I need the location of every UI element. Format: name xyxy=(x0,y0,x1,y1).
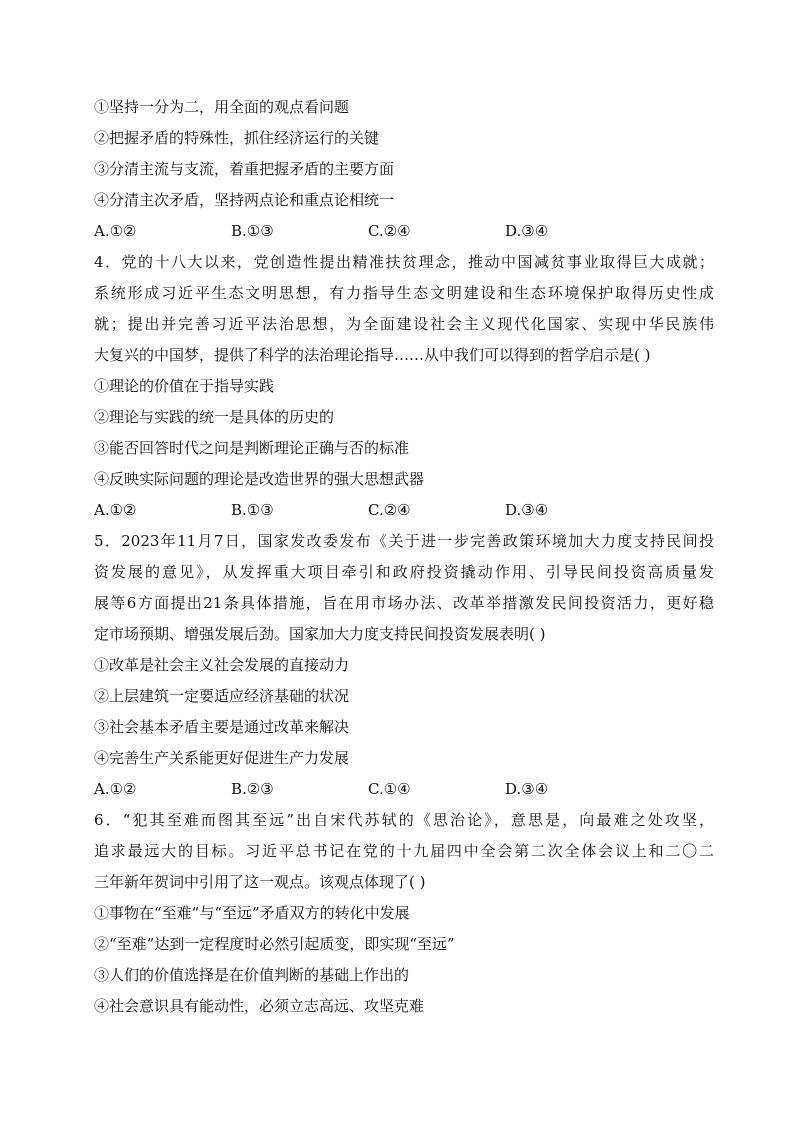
q5-option-c[interactable]: C.①④ xyxy=(368,780,411,798)
q3-item-4: ④分清主次矛盾，坚持两点论和重点论相统一 xyxy=(94,191,395,209)
q5-option-b[interactable]: B.②③ xyxy=(231,780,274,798)
q6-item-2: ②“至难”达到一定程度时必然引起质变，即实现“至远” xyxy=(94,935,455,953)
q6-stem-line-2: 追求最远大的目标。习近平总书记在党的十九届四中全会第二次全体会议上和二〇二 xyxy=(94,842,714,860)
q5-option-a[interactable]: A.①② xyxy=(94,780,137,798)
q5-stem-line-4: 定市场预期、增强发展后劲。国家加大力度支持民间投资发展表明( ) xyxy=(94,625,546,643)
q5-option-d[interactable]: D.③④ xyxy=(505,780,549,798)
q5-item-2: ②上层建筑一定要适应经济基础的状况 xyxy=(94,687,350,705)
q4-stem-line-1: 4．党的十八大以来，党创造性提出精准扶贫理念，推动中国减贫事业取得巨大成就； xyxy=(94,253,714,271)
q5-stem-line-1: 5．2023年11月7日，国家发改委发布《关于进一步完善政策环境加大力度支持民间投 xyxy=(94,532,714,550)
q4-stem-line-3: 就；提出并完善习近平法治思想，为全面建设社会主义现代化国家、实现中华民族伟 xyxy=(94,315,714,333)
q5-stem-line-2: 资发展的意见》，从发挥重大项目牵引和政府投资撬动作用、引导民间投资高质量发 xyxy=(94,563,714,581)
q4-option-d[interactable]: D.③④ xyxy=(505,501,549,519)
q3-item-2: ②把握矛盾的特殊性，抓住经济运行的关键 xyxy=(94,129,380,147)
q3-item-1: ①坚持一分为二，用全面的观点看问题 xyxy=(94,98,350,116)
q5-item-1: ①改革是社会主义社会发展的直接动力 xyxy=(94,656,350,674)
q5-item-3: ③社会基本矛盾主要是通过改革来解决 xyxy=(94,718,350,736)
q4-option-b[interactable]: B.①③ xyxy=(231,501,274,519)
q4-options xyxy=(94,495,714,526)
exam-content xyxy=(94,92,714,1022)
q6-item-4: ④社会意识具有能动性，必须立志高远、攻坚克难 xyxy=(94,997,425,1015)
q3-option-d[interactable]: D.③④ xyxy=(505,222,549,240)
q6-stem-line-1: 6．“犯其至难而图其至远”出自宋代苏轼的《思治论》，意思是，向最难之处攻坚， xyxy=(94,811,714,829)
q5-options xyxy=(94,774,714,805)
q3-option-b[interactable]: B.①③ xyxy=(231,222,274,240)
q5-item-4: ④完善生产关系能更好促进生产力发展 xyxy=(94,749,350,767)
q3-item-3: ③分清主流与支流，着重把握矛盾的主要方面 xyxy=(94,160,395,178)
q6-item-3: ③人们的价值选择是在价值判断的基础上作出的 xyxy=(94,966,410,984)
q4-item-4: ④反映实际问题的理论是改造世界的强大思想武器 xyxy=(94,470,425,488)
q4-stem-line-2: 系统形成习近平生态文明思想，有力指导生态文明建设和生态环境保护取得历史性成 xyxy=(94,284,714,302)
q6-stem-line-3: 三年新年贺词中引用了这一观点。该观点体现了( ) xyxy=(94,873,426,891)
q4-item-2: ②理论与实践的统一是具体的历史的 xyxy=(94,408,335,426)
q4-item-1: ①理论的价值在于指导实践 xyxy=(94,377,275,395)
q4-option-c[interactable]: C.②④ xyxy=(368,501,411,519)
q4-stem-line-4: 大复兴的中国梦，提供了科学的法治理论指导……从中我们可以得到的哲学启示是( ) xyxy=(94,346,651,364)
q4-option-a[interactable]: A.①② xyxy=(94,501,137,519)
q3-option-a[interactable]: A.①② xyxy=(94,222,137,240)
q3-option-c[interactable]: C.②④ xyxy=(368,222,411,240)
q4-item-3: ③能否回答时代之问是判断理论正确与否的标准 xyxy=(94,439,410,457)
q5-stem-line-3: 展等6方面提出21条具体措施，旨在用市场办法、改革举措激发民间投资活力，更好稳 xyxy=(94,594,714,612)
q6-item-1: ①事物在“至难”与“至远”矛盾双方的转化中发展 xyxy=(94,904,410,922)
q3-options xyxy=(94,216,714,247)
